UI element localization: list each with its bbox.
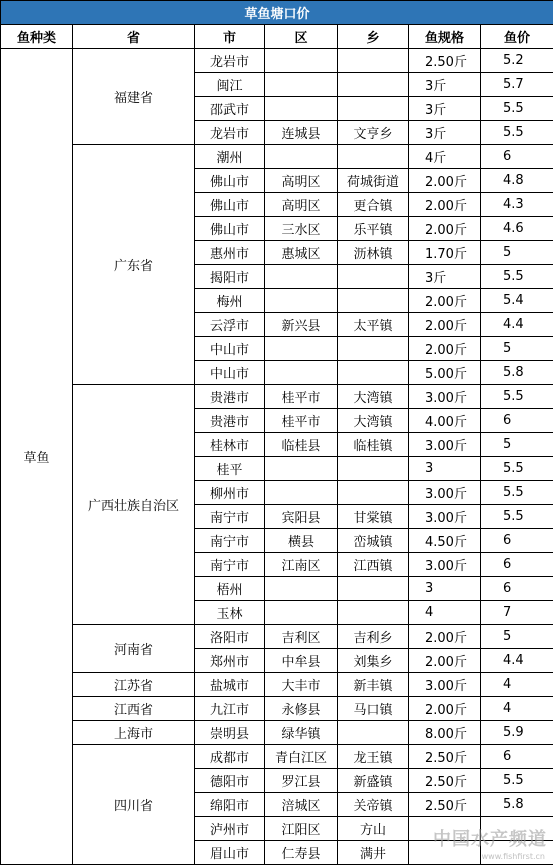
price-cell: 5.5 (481, 97, 553, 121)
spec-cell: 8.00斤 (409, 721, 481, 745)
town-cell: 龙王镇 (338, 745, 409, 769)
district-cell (265, 577, 338, 601)
city-cell: 郑州市 (195, 649, 265, 673)
town-cell: 临桂镇 (338, 433, 409, 457)
town-cell: 沥林镇 (338, 241, 409, 265)
town-cell: 江西镇 (338, 553, 409, 577)
table-body (1, 49, 553, 865)
town-cell: 满井 (338, 841, 409, 865)
district-cell: 吉利区 (265, 625, 338, 649)
table-row (1, 673, 553, 697)
price-cell: 5 (481, 241, 553, 265)
price-cell: 5.5 (481, 481, 553, 505)
town-cell: 大湾镇 (338, 409, 409, 433)
price-cell: 5.5 (481, 457, 553, 481)
spec-cell: 3斤 (409, 265, 481, 289)
district-cell (265, 457, 338, 481)
table-row (1, 745, 553, 769)
price-cell: 5 (481, 433, 553, 457)
district-cell: 桂平市 (265, 409, 338, 433)
price-cell: 4.3 (481, 193, 553, 217)
price-cell: 5.5 (481, 121, 553, 145)
province-cell: 江西省 (73, 697, 195, 721)
town-cell (338, 481, 409, 505)
price-cell: 5.5 (481, 265, 553, 289)
price-cell: 6 (481, 553, 553, 577)
city-cell: 九江市 (195, 697, 265, 721)
price-cell: 5.9 (481, 721, 553, 745)
city-cell: 洛阳市 (195, 625, 265, 649)
district-cell: 涪城区 (265, 793, 338, 817)
district-cell: 永修县 (265, 697, 338, 721)
town-cell: 马口镇 (338, 697, 409, 721)
spec-cell: 4 (409, 601, 481, 625)
spec-cell: 2.00斤 (409, 625, 481, 649)
city-cell: 揭阳市 (195, 265, 265, 289)
spec-cell: 4.00斤 (409, 409, 481, 433)
spec-cell: 3斤 (409, 73, 481, 97)
town-cell (338, 145, 409, 169)
header-species: 鱼种类 (1, 25, 73, 49)
table-row (1, 721, 553, 745)
district-cell (265, 73, 338, 97)
city-cell: 玉林 (195, 601, 265, 625)
district-cell: 宾阳县 (265, 505, 338, 529)
city-cell: 邵武市 (195, 97, 265, 121)
district-cell: 仁寿县 (265, 841, 338, 865)
price-cell: 5.8 (481, 361, 553, 385)
province-cell: 广西壮族自治区 (73, 385, 195, 625)
spec-cell: 2.50斤 (409, 49, 481, 73)
district-cell: 罗江县 (265, 769, 338, 793)
spec-cell: 2.50斤 (409, 793, 481, 817)
spec-cell: 2.00斤 (409, 697, 481, 721)
province-cell: 河南省 (73, 625, 195, 673)
city-cell: 桂平 (195, 457, 265, 481)
spec-cell: 2.00斤 (409, 337, 481, 361)
city-cell: 佛山市 (195, 217, 265, 241)
spec-cell: 3斤 (409, 121, 481, 145)
district-cell: 高明区 (265, 193, 338, 217)
city-cell: 闽江 (195, 73, 265, 97)
spec-cell: 2.00斤 (409, 313, 481, 337)
city-cell: 中山市 (195, 361, 265, 385)
header-row (1, 25, 553, 49)
city-cell: 南宁市 (195, 553, 265, 577)
district-cell (265, 601, 338, 625)
price-cell (481, 841, 553, 865)
town-cell: 峦城镇 (338, 529, 409, 553)
header-district: 区 (265, 25, 338, 49)
town-cell (338, 721, 409, 745)
spec-cell: 2.00斤 (409, 169, 481, 193)
price-cell: 4.4 (481, 313, 553, 337)
town-cell: 文亨乡 (338, 121, 409, 145)
spec-cell: 2.00斤 (409, 217, 481, 241)
city-cell: 龙岩市 (195, 49, 265, 73)
city-cell: 崇明县 (195, 721, 265, 745)
town-cell: 太平镇 (338, 313, 409, 337)
town-cell (338, 601, 409, 625)
table-row (1, 49, 553, 73)
spec-cell (409, 841, 481, 865)
header-province: 省 (73, 25, 195, 49)
district-cell: 横县 (265, 529, 338, 553)
town-cell: 荷城街道 (338, 169, 409, 193)
district-cell (265, 289, 338, 313)
spec-cell: 2.00斤 (409, 289, 481, 313)
spec-cell: 3.00斤 (409, 481, 481, 505)
city-cell: 贵港市 (195, 385, 265, 409)
header-spec: 鱼规格 (409, 25, 481, 49)
watermark-url: www.fishfirst.cn (481, 852, 545, 861)
district-cell: 新兴县 (265, 313, 338, 337)
town-cell: 更合镇 (338, 193, 409, 217)
province-cell: 广东省 (73, 145, 195, 385)
price-cell: 6 (481, 745, 553, 769)
spec-cell: 3 (409, 457, 481, 481)
district-cell: 桂平市 (265, 385, 338, 409)
table-row (1, 145, 553, 169)
city-cell: 南宁市 (195, 529, 265, 553)
header-city: 市 (195, 25, 265, 49)
town-cell: 大湾镇 (338, 385, 409, 409)
town-cell (338, 337, 409, 361)
town-cell: 甘棠镇 (338, 505, 409, 529)
district-cell: 中牟县 (265, 649, 338, 673)
town-cell: 新盛镇 (338, 769, 409, 793)
town-cell: 关帝镇 (338, 793, 409, 817)
spec-cell: 3.00斤 (409, 553, 481, 577)
price-cell: 4.8 (481, 169, 553, 193)
price-cell: 5 (481, 625, 553, 649)
spec-cell: 4.50斤 (409, 529, 481, 553)
price-cell: 6 (481, 145, 553, 169)
district-cell: 青白江区 (265, 745, 338, 769)
town-cell: 刘集乡 (338, 649, 409, 673)
spec-cell: 2.00斤 (409, 649, 481, 673)
price-cell: 6 (481, 577, 553, 601)
city-cell: 梧州 (195, 577, 265, 601)
town-cell (338, 577, 409, 601)
city-cell: 柳州市 (195, 481, 265, 505)
price-cell: 5.5 (481, 385, 553, 409)
city-cell: 德阳市 (195, 769, 265, 793)
district-cell (265, 337, 338, 361)
price-cell: 5.4 (481, 289, 553, 313)
spec-cell: 3斤 (409, 97, 481, 121)
district-cell: 连城县 (265, 121, 338, 145)
price-cell: 6 (481, 409, 553, 433)
district-cell (265, 97, 338, 121)
city-cell: 梅州 (195, 289, 265, 313)
town-cell (338, 289, 409, 313)
town-cell: 乐平镇 (338, 217, 409, 241)
town-cell (338, 457, 409, 481)
town-cell: 新丰镇 (338, 673, 409, 697)
district-cell (265, 361, 338, 385)
spec-cell: 4斤 (409, 145, 481, 169)
district-cell: 临桂县 (265, 433, 338, 457)
province-cell: 四川省 (73, 745, 195, 865)
spec-cell: 3 (409, 577, 481, 601)
species-cell: 草鱼 (1, 49, 73, 865)
town-cell (338, 361, 409, 385)
city-cell: 眉山市 (195, 841, 265, 865)
city-cell: 佛山市 (195, 193, 265, 217)
price-cell: 4.4 (481, 649, 553, 673)
table-row (1, 385, 553, 409)
district-cell: 三水区 (265, 217, 338, 241)
province-cell: 福建省 (73, 49, 195, 145)
price-cell: 7 (481, 601, 553, 625)
city-cell: 泸州市 (195, 817, 265, 841)
price-cell: 4.6 (481, 217, 553, 241)
spec-cell: 2.50斤 (409, 745, 481, 769)
town-cell: 方山 (338, 817, 409, 841)
district-cell: 惠城区 (265, 241, 338, 265)
price-cell: 5.2 (481, 49, 553, 73)
city-cell: 贵港市 (195, 409, 265, 433)
district-cell (265, 481, 338, 505)
city-cell: 中山市 (195, 337, 265, 361)
city-cell: 惠州市 (195, 241, 265, 265)
province-cell: 江苏省 (73, 673, 195, 697)
district-cell: 江阳区 (265, 817, 338, 841)
city-cell: 潮州 (195, 145, 265, 169)
price-cell: 4 (481, 673, 553, 697)
city-cell: 云浮市 (195, 313, 265, 337)
price-cell: 5.5 (481, 769, 553, 793)
table-row (1, 697, 553, 721)
city-cell: 南宁市 (195, 505, 265, 529)
city-cell: 成都市 (195, 745, 265, 769)
spec-cell: 5.00斤 (409, 361, 481, 385)
district-cell: 绿华镇 (265, 721, 338, 745)
city-cell: 桂林市 (195, 433, 265, 457)
town-cell (338, 49, 409, 73)
district-cell (265, 49, 338, 73)
spec-cell: 3.00斤 (409, 505, 481, 529)
spec-cell: 3.00斤 (409, 433, 481, 457)
district-cell: 江南区 (265, 553, 338, 577)
city-cell: 龙岩市 (195, 121, 265, 145)
spec-cell (409, 817, 481, 841)
district-cell: 大丰市 (265, 673, 338, 697)
city-cell: 盐城市 (195, 673, 265, 697)
spec-cell: 2.50斤 (409, 769, 481, 793)
town-cell (338, 97, 409, 121)
town-cell: 吉利乡 (338, 625, 409, 649)
title-row (1, 1, 553, 25)
table-row (1, 625, 553, 649)
district-cell: 高明区 (265, 169, 338, 193)
price-cell: 5.7 (481, 73, 553, 97)
town-cell (338, 265, 409, 289)
table-title: 草鱼塘口价 (1, 1, 553, 25)
price-cell: 5.5 (481, 505, 553, 529)
spec-cell: 3.00斤 (409, 385, 481, 409)
spec-cell: 1.70斤 (409, 241, 481, 265)
province-cell: 上海市 (73, 721, 195, 745)
price-cell: 6 (481, 529, 553, 553)
city-cell: 绵阳市 (195, 793, 265, 817)
header-town: 乡 (338, 25, 409, 49)
price-cell (481, 817, 553, 841)
price-cell: 4 (481, 697, 553, 721)
watermark-logo: 中国水产频道 (433, 829, 547, 850)
price-cell: 5.8 (481, 793, 553, 817)
district-cell (265, 265, 338, 289)
header-price: 鱼价 (481, 25, 553, 49)
spec-cell: 2.00斤 (409, 193, 481, 217)
spec-cell: 3.00斤 (409, 673, 481, 697)
price-cell: 5 (481, 337, 553, 361)
district-cell (265, 145, 338, 169)
town-cell (338, 73, 409, 97)
city-cell: 佛山市 (195, 169, 265, 193)
